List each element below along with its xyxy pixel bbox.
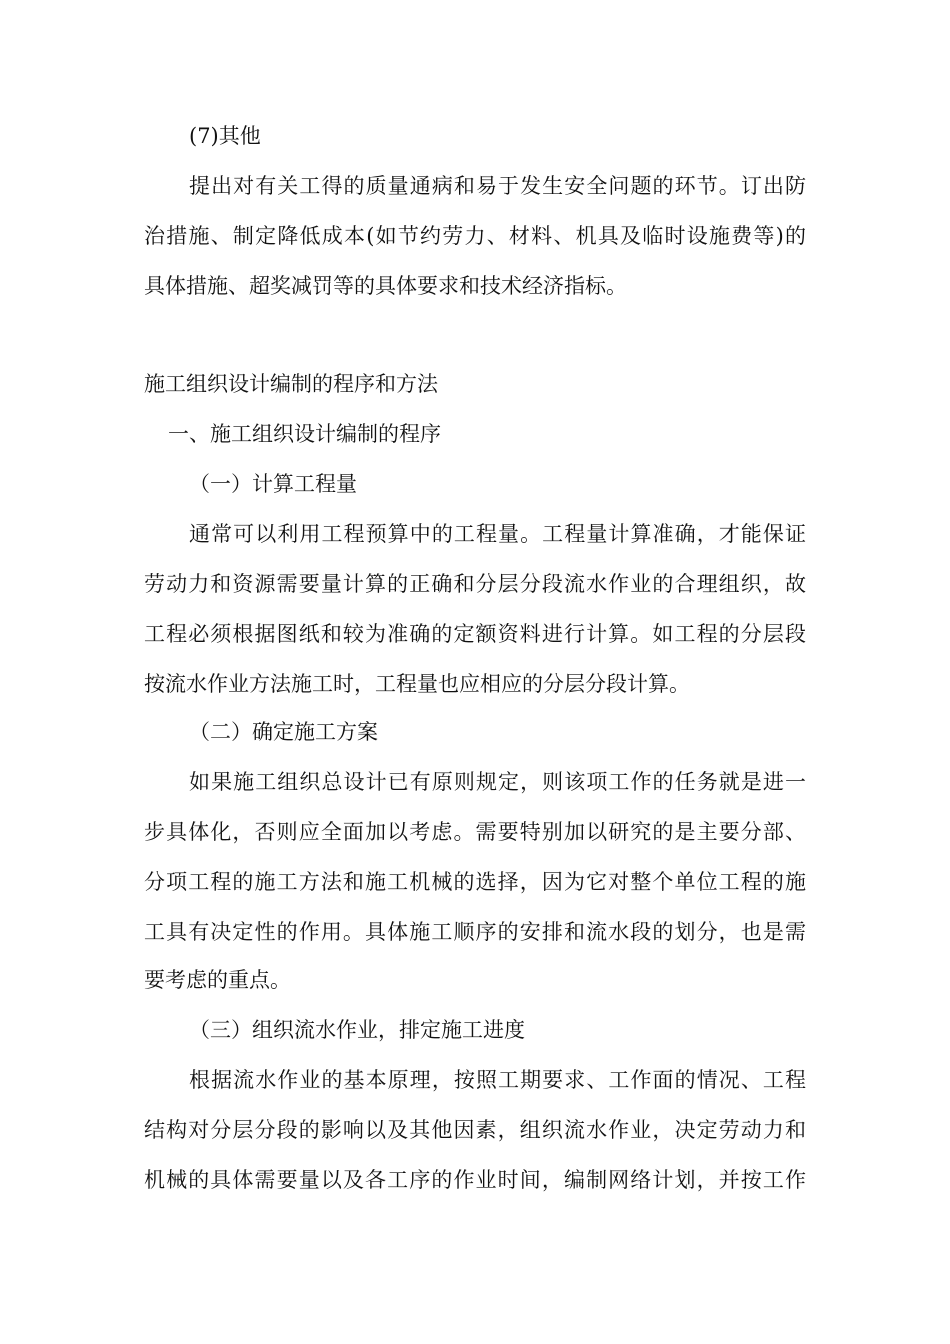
section-7-para-line-3: 具体措施、超奖减罚等的具体要求和技术经济指标。: [144, 274, 627, 298]
sub-3-para-line-1: 根据流水作业的基本原理，按照工期要求、工作面的情况、工程: [189, 1068, 806, 1092]
sub-2-para-line-5: 要考虑的重点。: [144, 968, 291, 992]
sub-3-para-line-3: 机械的具体需要量以及各工序的作业时间，编制网络计划，并按工作: [144, 1168, 806, 1192]
section-7-para-line-1: 提出对有关工得的质量通病和易于发生安全问题的环节。订出防: [189, 174, 806, 198]
part-1-heading: 一、施工组织设计编制的程序: [168, 422, 441, 446]
sub-2-para-line-1: 如果施工组织总设计已有原则规定，则该项工作的任务就是进一: [189, 770, 806, 794]
sub-1-para-line-3: 工程必须根据图纸和较为准确的定额资料进行计算。如工程的分层段: [144, 622, 806, 646]
sub-3-para-line-2: 结构对分层分段的影响以及其他因素，组织流水作业，决定劳动力和: [144, 1118, 806, 1142]
sub-1-heading: （一）计算工程量: [189, 472, 357, 496]
sub-1-para-line-4: 按流水作业方法施工时，工程量也应相应的分层分段计算。: [144, 672, 690, 696]
sub-2-para-line-4: 工具有决定性的作用。具体施工顺序的安排和流水段的划分，也是需: [144, 920, 806, 944]
article-title: 施工组织设计编制的程序和方法: [144, 372, 438, 396]
sub-2-heading: （二）确定施工方案: [189, 720, 378, 744]
sub-1-para-line-2: 劳动力和资源需要量计算的正确和分层分段流水作业的合理组织，故: [144, 572, 806, 596]
sub-2-para-line-3: 分项工程的施工方法和施工机械的选择，因为它对整个单位工程的施: [144, 870, 806, 894]
section-7-para-line-2: 治措施、制定降低成本(如节约劳力、材料、机具及临时设施费等)的: [144, 224, 806, 248]
sub-1-para-line-1: 通常可以利用工程预算中的工程量。工程量计算准确，才能保证: [189, 522, 806, 546]
sub-2-para-line-2: 步具体化，否则应全面加以考虑。需要特别加以研究的是主要分部、: [144, 820, 806, 844]
section-7-heading: (7)其他: [189, 124, 261, 148]
sub-3-heading: （三）组织流水作业，排定施工进度: [189, 1018, 525, 1042]
